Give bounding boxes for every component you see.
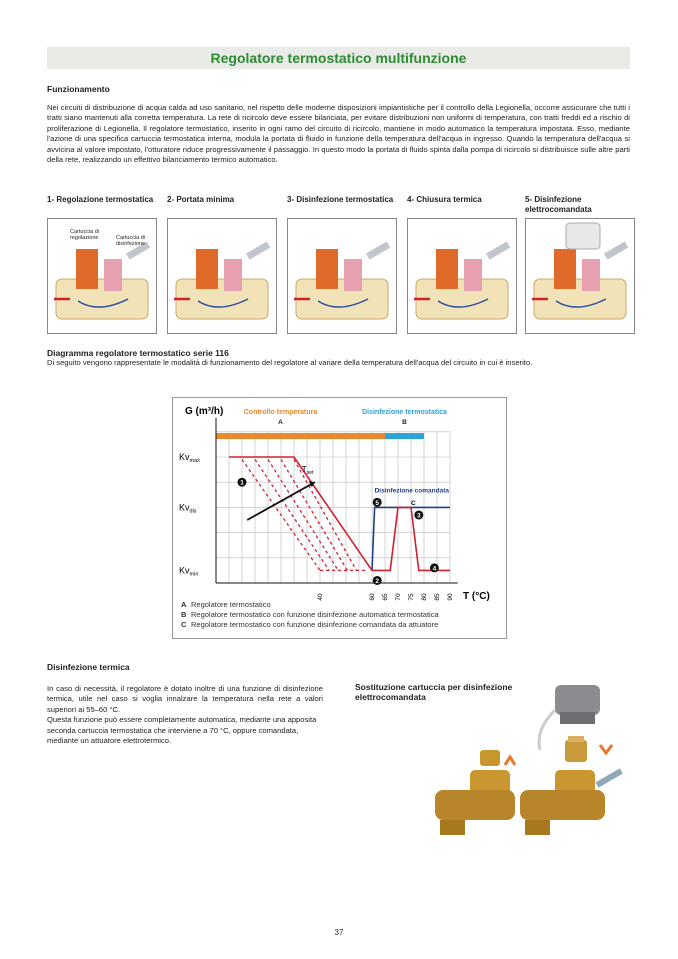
x-tick-label: 85 <box>434 593 441 601</box>
band-letter: B <box>402 419 407 426</box>
y-tick-sub: max <box>189 458 200 464</box>
regulation-cartridge <box>436 249 458 289</box>
disinfection-cartridge <box>224 259 242 291</box>
x-axis-label: T (°C) <box>463 591 490 602</box>
diagram-heading: Diagramma regolatore termostatico serie 116 <box>47 348 229 358</box>
x-tick-label: 70 <box>395 593 402 601</box>
y-tick-sub: dis <box>189 508 197 515</box>
valve-cartridge-photo <box>415 680 645 845</box>
band-label: Controllo temperatura <box>243 409 318 416</box>
marker-label: 2 <box>375 577 380 585</box>
callout-disinfezione: Cartuccia di disinfezione <box>116 235 146 247</box>
callout-regolazione: Cartuccia di regolazione <box>70 229 100 241</box>
comandata-label: Disinfezione comandata <box>374 487 450 495</box>
disinfection-cartridge <box>344 259 362 291</box>
regulation-cartridge <box>196 249 218 289</box>
y-tick-label: $Kv_{min}$ <box>179 565 199 578</box>
funzionamento-text: Nei circuiti di distribuzione di acqua calda ad uso sanitario, nel rispetto delle moderne disposizioni impiantistiche per il controllo della Legionella, occorre assicurare che tutti i tratti siano mantenuti alla corretta temperatura. La rete di ricircolo deve essere bilanciata, per evitare distribuzioni non uniformi di temperatura, con tratti freddi ed a rischio di proliferazione di Legionella. Il regolatore termostatico, inserito in ogni ramo del circuito di ricircolo, mantiene in modo automatico la temperatura impostata. Esso, mediante l'azione di una specifica cartuccia termostatica interna, modula la portata di fluido in funzione della temperatura dell'acqua in ingresso. Quando la temperatura dell'acqua si avvicina al valore impostato, l'otturatore riduce progressivamente il passaggio. In questo modo la portata di fluido spinta dalla pompa di ricircolo si distribuisce sulle altre parti della rete, realizzando un effettivo bilanciamento termico automatico. <box>47 103 630 165</box>
y-tick-label: $Kv_{max}$ <box>179 452 200 464</box>
step-3-image <box>287 218 397 334</box>
disinfection-cartridge <box>464 259 482 291</box>
valve-illustration <box>168 219 276 333</box>
step-5-image <box>525 218 635 334</box>
sostituzione-heading: Sostituzione cartuccia per disinfezione elettrocomandata <box>355 682 513 702</box>
x-tick-label: 60 <box>369 593 376 601</box>
tset-label: $T_{set}$ <box>301 465 314 477</box>
legend-b: B Regolatore termostatico con funzione disinfezione automatica termostatica <box>181 610 439 619</box>
y-axis-label: G (m³/h) <box>185 406 224 417</box>
disinfezione-text: In caso di necessità, il regolatore è dotato inoltre di una funzione di disinfezione termica, utile nel caso si voglia innalzare la temperatura nella rete a valori superiori ai 55–60 °C. Questa funzione può essere completamente automatica, mediante una apposita seconda cartuccia termostatica che interviene a 70 °C, oppure comandata, mediante un attuatore elettrotermico. <box>47 684 323 746</box>
handle <box>604 242 628 260</box>
tset-sub: set <box>306 470 314 477</box>
disinfection-cartridge <box>104 259 122 291</box>
step-4-label: 4- Chiusura termica <box>407 195 482 204</box>
chart <box>172 397 507 639</box>
section-heading-disinfezione: Disinfezione termica <box>47 662 130 672</box>
handle <box>366 242 390 260</box>
c-label: C <box>411 499 416 507</box>
band-A <box>216 433 385 439</box>
marker-label: 1 <box>240 479 244 487</box>
handle <box>246 242 270 260</box>
valve-illustration <box>408 219 516 333</box>
band-letter: A <box>278 419 283 426</box>
x-tick-label: 65 <box>382 593 389 601</box>
marker-label: 5 <box>375 499 380 507</box>
band-label: Disinfezione termostatica <box>362 409 447 416</box>
step-4-image <box>407 218 517 334</box>
y-tick-label: $Kv_{dis}$ <box>179 502 197 515</box>
legend-c: C Regolatore termostatico con funzione disinfezione comandata da attuatore <box>181 620 439 629</box>
page-title: Regolatore termostatico multifunzione <box>47 47 630 69</box>
dashed-tset-curve <box>294 460 356 571</box>
valve-illustration <box>288 219 396 333</box>
regulation-cartridge <box>316 249 338 289</box>
page-number: 37 <box>334 928 344 937</box>
disinfection-cartridge <box>582 259 600 291</box>
step-3-label: 3- Disinfezione termostatica <box>287 195 394 204</box>
step-1-label: 1- Regolazione termostatica <box>47 195 154 204</box>
chart-svg <box>173 398 506 603</box>
regulation-cartridge <box>76 249 98 289</box>
dashed-tset-curve <box>281 460 347 571</box>
y-tick-sub: min <box>189 571 199 578</box>
x-tick-label: 90 <box>447 593 454 601</box>
valve-illustration <box>526 219 634 333</box>
handle <box>486 242 510 260</box>
x-tick-label: 40 <box>317 593 324 601</box>
band-B <box>385 433 424 439</box>
x-tick-label: 80 <box>421 593 428 601</box>
section-heading-funzionamento: Funzionamento <box>47 84 110 94</box>
marker-label: 4 <box>432 565 437 573</box>
x-tick-label: 75 <box>408 593 415 601</box>
step-2-label: 2- Portata minima <box>167 195 235 204</box>
dashed-tset-curve <box>255 460 329 571</box>
marker-label: 3 <box>416 512 421 520</box>
regulation-cartridge <box>554 249 576 289</box>
legend-a: A Regolatore termostatico <box>181 600 271 609</box>
step-2-image <box>167 218 277 334</box>
diagram-text: Di seguito vengono rappresentate le modalità di funzionamento del regolatore al variare della temperatura dell'acqua del circuito in cui è inserito. <box>47 358 533 367</box>
step-5-label: 5- Disinfezione elettrocomandata <box>525 195 592 214</box>
actuator <box>566 223 600 249</box>
